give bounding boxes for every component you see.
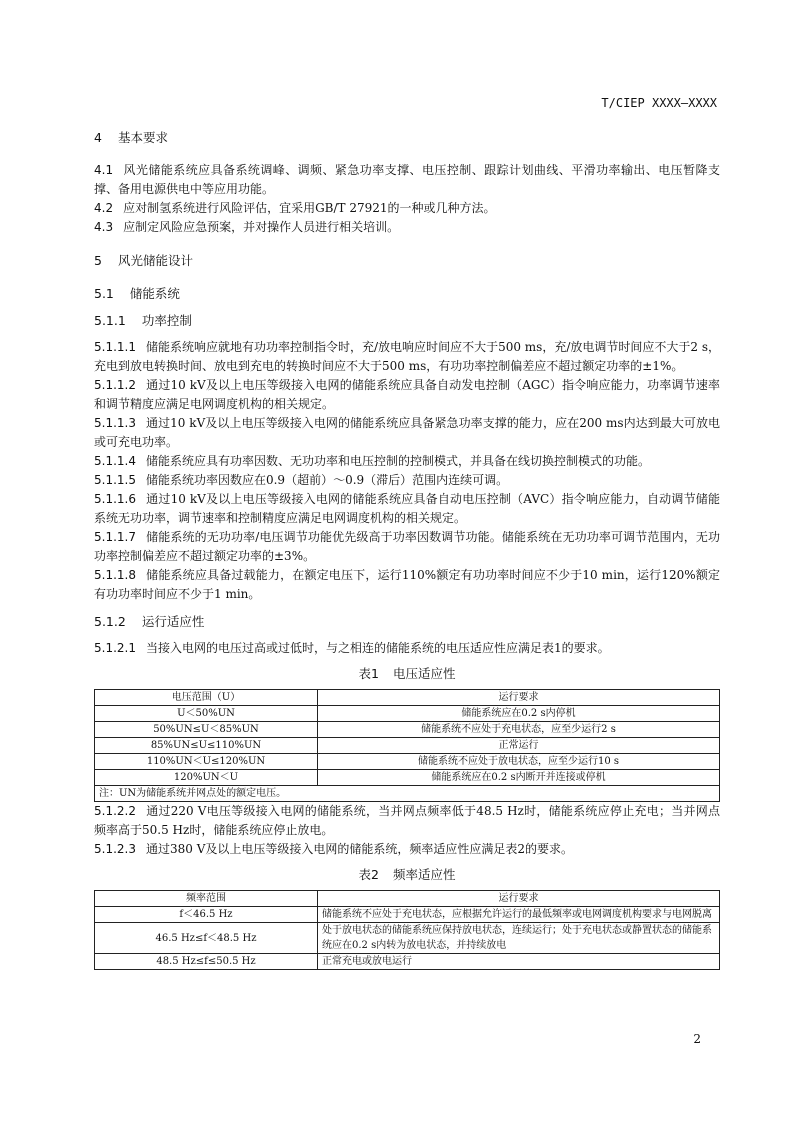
clause-number: 5.1.1.2 bbox=[94, 378, 136, 392]
clause-number: 5.1.2.3 bbox=[94, 842, 136, 856]
clause-5-1-1-1 bbox=[94, 338, 720, 376]
table-row bbox=[95, 754, 720, 770]
table-cell: U＜50%UN bbox=[95, 706, 318, 722]
table-cell: 48.5 Hz≤f≤50.5 Hz bbox=[95, 954, 318, 970]
section-5-heading bbox=[94, 251, 720, 270]
table-cell: 85%UN≤U≤110%UN bbox=[95, 738, 318, 754]
table-cell: 储能系统应在0.2 s内断开并连接或停机 bbox=[318, 770, 720, 786]
table-cell: 储能系统不应处于充电状态，应根据允许运行的最低频率或电网调度机构要求与电网脱离 bbox=[318, 907, 720, 923]
section-title: 风光储能设计 bbox=[117, 253, 193, 268]
table-row bbox=[95, 738, 720, 754]
section-5-1-1-heading bbox=[94, 311, 720, 330]
clause-number: 5.1.1.7 bbox=[94, 530, 136, 544]
page-content bbox=[94, 128, 720, 970]
clause-5-1-2-2 bbox=[94, 802, 720, 840]
clause-number: 5.1.1.5 bbox=[94, 473, 136, 487]
clause-5-1-1-3 bbox=[94, 414, 720, 452]
section-number: 5 bbox=[94, 253, 102, 268]
clause-text: 通过10 kV及以上电压等级接入电网的储能系统应具备自动电压控制（AVC）指令响应能力，自动调节储能系统无功功率，调节速率和控制精度应满足电网调度机构的相关规定。 bbox=[94, 492, 720, 525]
clause-5-1-1-2 bbox=[94, 376, 720, 414]
column-header: 频率范围 bbox=[95, 891, 318, 907]
table-row bbox=[95, 722, 720, 738]
clause-text: 通过220 V电压等级接入电网的储能系统，当并网点频率低于48.5 Hz时，储能系统应停止充电；当并网点频率高于50.5 Hz时，储能系统应停止放电。 bbox=[94, 804, 720, 837]
caption-number: 表2 bbox=[358, 867, 379, 882]
table-cell: 储能系统不应处于充电状态，应至少运行2 s bbox=[318, 722, 720, 738]
table-note: 注：UN为储能系统并网点处的额定电压。 bbox=[95, 786, 720, 802]
section-title: 储能系统 bbox=[129, 286, 180, 301]
table-cell: 储能系统应在0.2 s内停机 bbox=[318, 706, 720, 722]
clause-number: 5.1.2.1 bbox=[94, 641, 136, 655]
section-5-1-heading bbox=[94, 284, 720, 303]
clause-text: 储能系统功率因数应在0.9（超前）～0.9（滞后）范围内连续可调。 bbox=[145, 473, 509, 487]
section-title: 基本要求 bbox=[117, 130, 168, 145]
clause-5-1-2-1 bbox=[94, 639, 720, 658]
caption-title: 频率适应性 bbox=[392, 867, 456, 882]
table-1-voltage-adaptability bbox=[94, 689, 720, 802]
caption-number: 表1 bbox=[358, 666, 379, 681]
section-5-1-2-heading bbox=[94, 612, 720, 631]
table-cell: 50%UN≤U＜85%UN bbox=[95, 722, 318, 738]
clause-text: 储能系统应具备过载能力，在额定电压下，运行110%额定有功功率时间应不少于10 min，运行120%额定有功功率时间应不少于1 min。 bbox=[94, 568, 720, 601]
column-header: 运行要求 bbox=[318, 891, 720, 907]
clause-5-1-1-5 bbox=[94, 471, 720, 490]
table-2-caption bbox=[94, 865, 720, 884]
table-row bbox=[95, 923, 720, 954]
column-header: 电压范围（U） bbox=[95, 690, 318, 706]
table-cell: 120%UN＜U bbox=[95, 770, 318, 786]
clause-5-1-2-3 bbox=[94, 840, 720, 859]
table-cell: 储能系统不应处于放电状态，应至少运行10 s bbox=[318, 754, 720, 770]
table-header-row bbox=[95, 690, 720, 706]
section-4-heading bbox=[94, 128, 720, 147]
clause-number: 5.1.1.4 bbox=[94, 454, 136, 468]
table-row bbox=[95, 770, 720, 786]
clause-text: 通过380 V及以上电压等级接入电网的储能系统，频率适应性应满足表2的要求。 bbox=[145, 842, 574, 856]
clause-5-1-1-8 bbox=[94, 566, 720, 604]
table-cell: 正常运行 bbox=[318, 738, 720, 754]
clause-number: 5.1.1.1 bbox=[94, 340, 136, 354]
clause-text: 储能系统响应就地有功功率控制指令时，充/放电响应时间应不大于500 ms，充/放电调节时间应不大于2 s，充电到放电转换时间、放电到充电的转换时间应不大于500 ms，有功功率控制偏差应不超过额定功率的±1%。 bbox=[94, 340, 720, 373]
document-id-header: T/CIEP XXXX—XXXX bbox=[601, 96, 717, 110]
table-row bbox=[95, 954, 720, 970]
column-header: 运行要求 bbox=[318, 690, 720, 706]
table-cell: 处于放电状态的储能系统应保持放电状态，连续运行；处于充电状态或静置状态的储能系统应在0.2 s内转为放电状态，并持续放电 bbox=[318, 923, 720, 954]
section-title: 运行适应性 bbox=[141, 614, 205, 629]
table-header-row bbox=[95, 891, 720, 907]
clause-number: 5.1.1.6 bbox=[94, 492, 136, 506]
clause-number: 5.1.1.8 bbox=[94, 568, 136, 582]
clause-text: 当接入电网的电压过高或过低时，与之相连的储能系统的电压适应性应满足表1的要求。 bbox=[145, 641, 610, 655]
clause-number: 5.1.2.2 bbox=[94, 804, 136, 818]
table-cell: 110%UN＜U≤120%UN bbox=[95, 754, 318, 770]
clause-text: 储能系统的无功功率/电压调节功能优先级高于功率因数调节功能。储能系统在无功功率可调节范围内，无功功率控制偏差应不超过额定功率的±3%。 bbox=[94, 530, 720, 563]
table-2-frequency-adaptability bbox=[94, 890, 720, 970]
table-cell: 正常充电或放电运行 bbox=[318, 954, 720, 970]
clause-4-1 bbox=[94, 161, 720, 199]
section-number: 4 bbox=[94, 130, 102, 145]
table-note-row bbox=[95, 786, 720, 802]
clause-text: 风光储能系统应具备系统调峰、调频、紧急功率支撑、电压控制、跟踪计划曲线、平滑功率输出、电压暂降支撑、备用电源供电中等应用功能。 bbox=[94, 163, 720, 196]
table-1-caption bbox=[94, 664, 720, 683]
section-number: 5.1.1 bbox=[94, 313, 126, 328]
clause-text: 应对制氢系统进行风险评估，宜采用GB/T 27921的一种或几种方法。 bbox=[123, 201, 496, 215]
table-cell: 46.5 Hz≤f＜48.5 Hz bbox=[95, 923, 318, 954]
page-number: 2 bbox=[693, 1032, 701, 1046]
clause-text: 应制定风险应急预案，并对操作人员进行相关培训。 bbox=[123, 220, 400, 234]
table-row bbox=[95, 907, 720, 923]
clause-5-1-1-6 bbox=[94, 490, 720, 528]
table-cell: f＜46.5 Hz bbox=[95, 907, 318, 923]
table-row bbox=[95, 706, 720, 722]
clause-number: 4.1 bbox=[94, 163, 114, 177]
clause-number: 4.2 bbox=[94, 201, 114, 215]
section-number: 5.1 bbox=[94, 286, 114, 301]
clause-text: 储能系统应具有功率因数、无功功率和电压控制的控制模式，并具备在线切换控制模式的功能。 bbox=[145, 454, 650, 468]
clause-4-2 bbox=[94, 199, 720, 218]
clause-text: 通过10 kV及以上电压等级接入电网的储能系统应具备紧急功率支撑的能力，应在200 ms内达到最大可放电或可充电功率。 bbox=[94, 416, 720, 449]
caption-title: 电压适应性 bbox=[392, 666, 456, 681]
clause-number: 5.1.1.3 bbox=[94, 416, 136, 430]
clause-number: 4.3 bbox=[94, 220, 114, 234]
clause-5-1-1-4 bbox=[94, 452, 720, 471]
section-number: 5.1.2 bbox=[94, 614, 126, 629]
clause-5-1-1-7 bbox=[94, 528, 720, 566]
clause-4-3 bbox=[94, 218, 720, 237]
section-title: 功率控制 bbox=[141, 313, 192, 328]
clause-text: 通过10 kV及以上电压等级接入电网的储能系统应具备自动发电控制（AGC）指令响应能力，功率调节速率和调节精度应满足电网调度机构的相关规定。 bbox=[94, 378, 720, 411]
